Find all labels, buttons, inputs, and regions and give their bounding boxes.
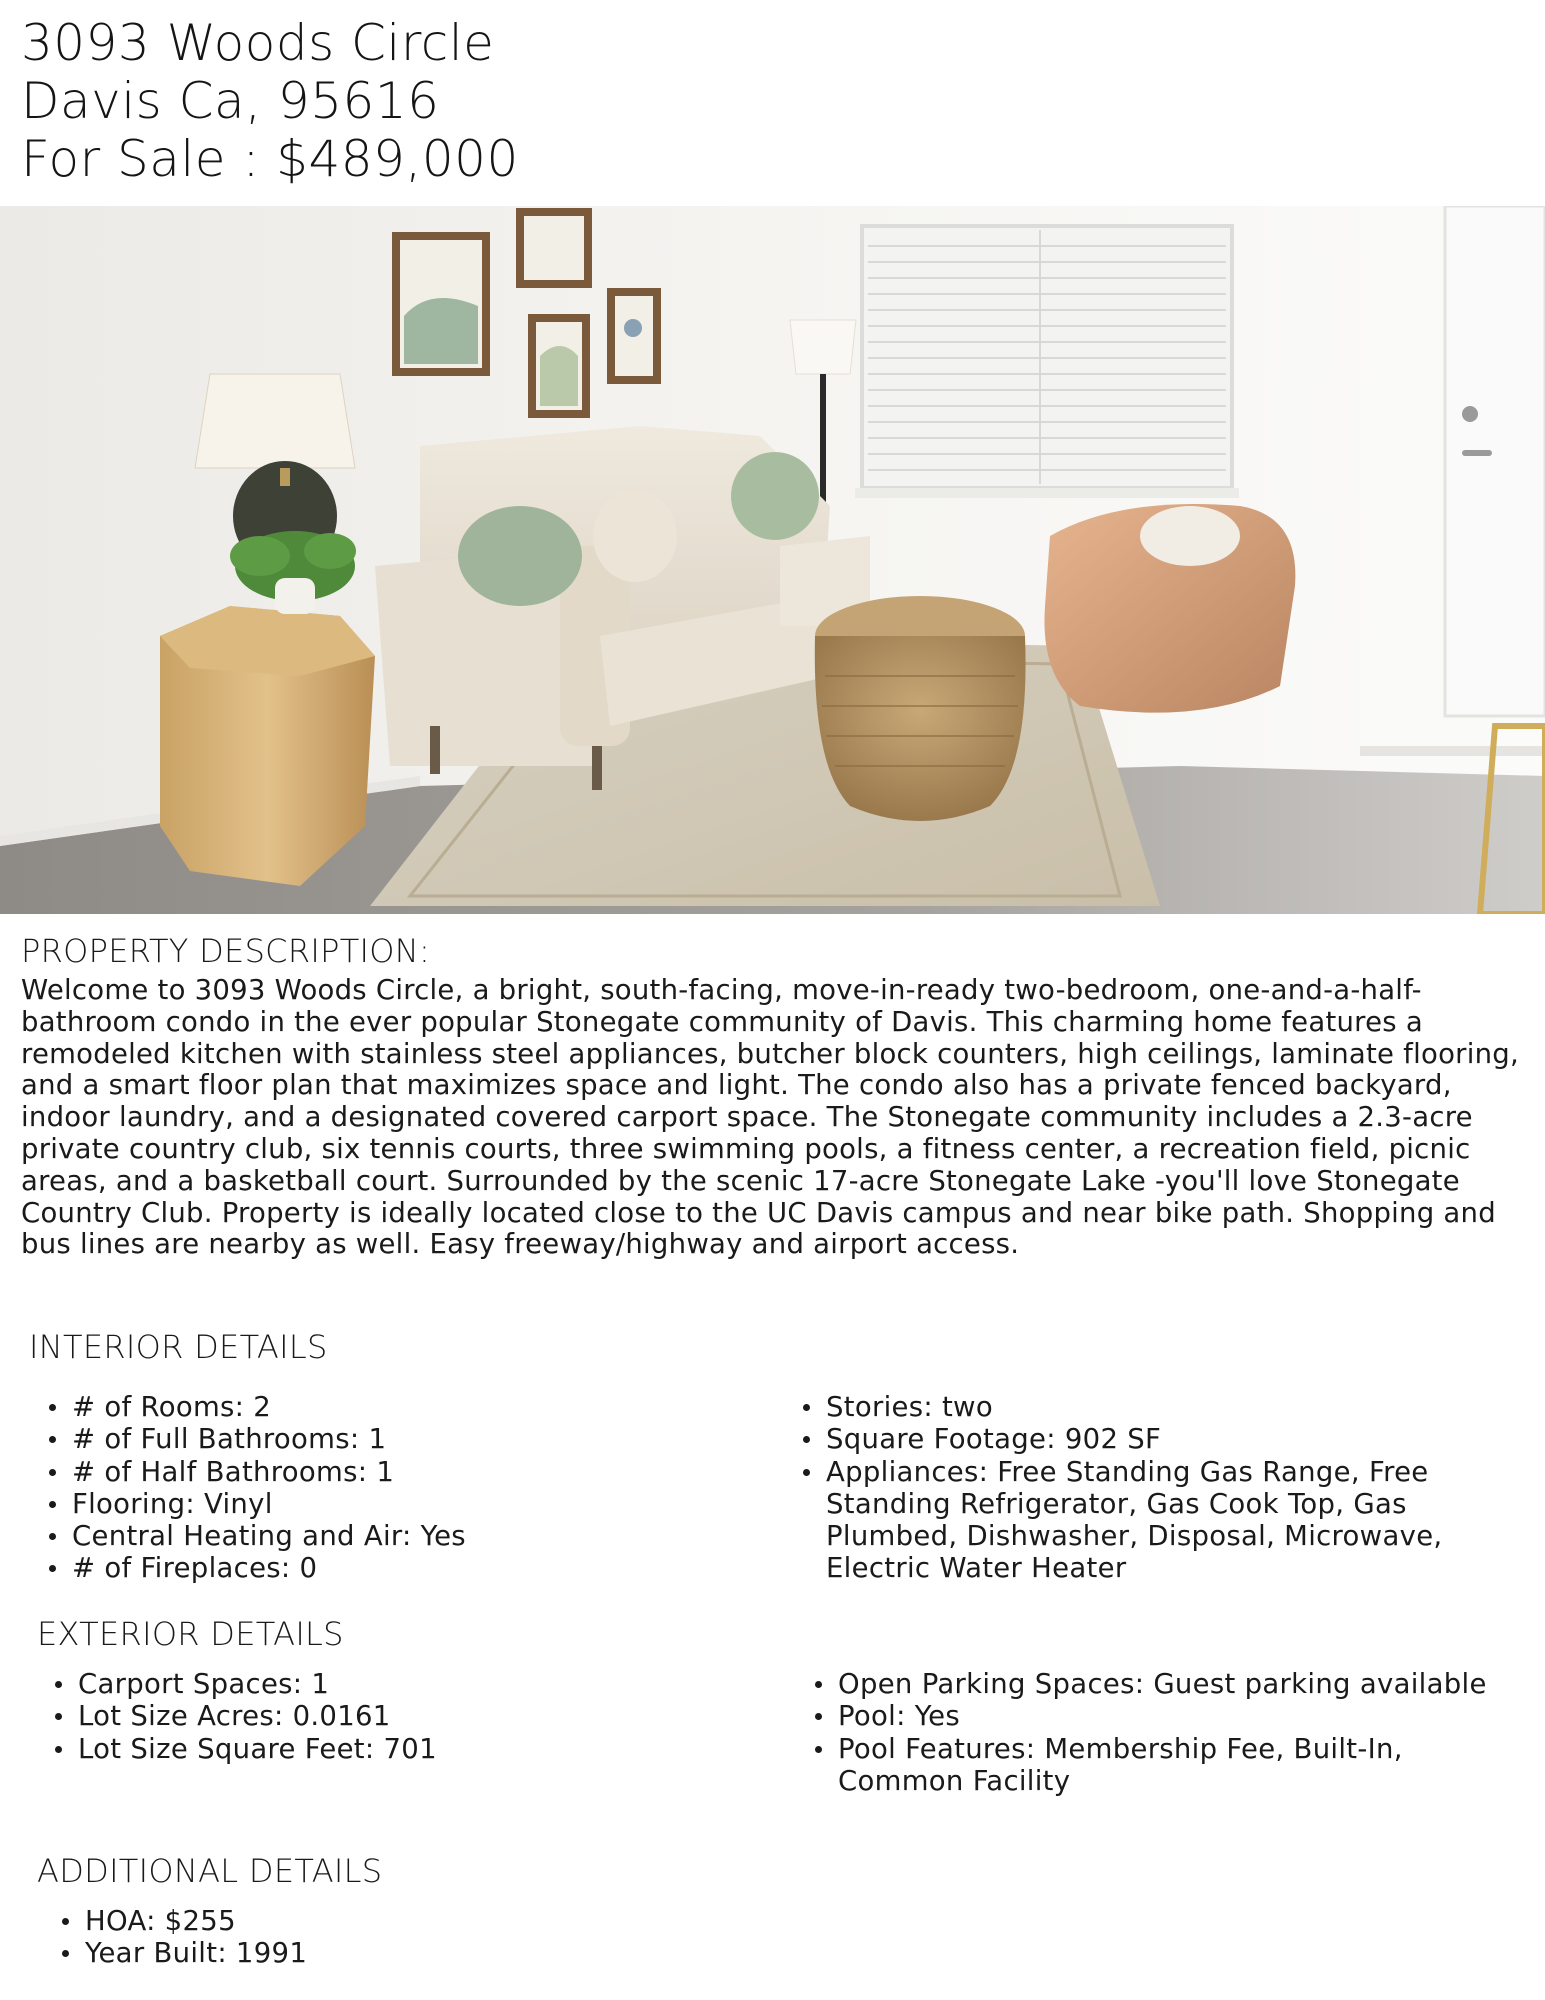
price-line: For Sale : $489,000 <box>21 130 519 188</box>
additional-details-title: ADDITIONAL DETAILS <box>37 1852 383 1890</box>
interior-details-right-list <box>799 1391 1529 1585</box>
property-description-text: Welcome to 3093 Woods Circle, a bright, south-facing, move-in-ready two-bedroom, one-and-a-half-bathroom condo in the ever popular Stonegate community of Davis. This charming home features a remodeled kitchen with stainless steel appliances, butcher block counters, high ceilings, laminate flooring, and a smart floor plan that maximizes space and light. The condo also has a private fenced backyard, indoor laundry, and a designated covered carport space. The Stonegate community includes a 2.3-acre private country club, six tennis courts, three swimming pools, a fitness center, a recreation field, picnic areas, and a basketball court. Surrounded by the scenic 17-acre Stonegate Lake -you'll love Stonegate Country Club. Property is ideally located close to the UC Davis campus and near bike path. Shopping and bus lines are nearby as well. Easy freeway/highway and airport access. <box>21 974 1519 1261</box>
list-item: Square Footage: 902 SF <box>799 1423 1529 1455</box>
list-item: # of Half Bathrooms: 1 <box>45 1456 765 1488</box>
exterior-details-right-list <box>811 1668 1501 1797</box>
exterior-details-title: EXTERIOR DETAILS <box>37 1615 344 1653</box>
list-item: # of Fireplaces: 0 <box>45 1552 765 1584</box>
list-item: Pool: Yes <box>811 1700 1501 1732</box>
list-item: # of Rooms: 2 <box>45 1391 765 1423</box>
list-item: Lot Size Acres: 0.0161 <box>51 1700 751 1732</box>
list-item: Pool Features: Membership Fee, Built-In, Common Facility <box>811 1733 1501 1798</box>
list-item: # of Full Bathrooms: 1 <box>45 1423 765 1455</box>
interior-details-left-list <box>45 1391 765 1585</box>
address-line: 3093 Woods Circle <box>21 14 495 72</box>
city-line: Davis Ca, 95616 <box>21 72 440 130</box>
living-room-photo <box>0 206 1545 914</box>
interior-details-title: INTERIOR DETAILS <box>29 1328 328 1366</box>
list-item: HOA: $255 <box>58 1905 658 1937</box>
exterior-details-left-list <box>51 1668 751 1765</box>
additional-details-list <box>58 1905 658 1970</box>
list-item: Stories: two <box>799 1391 1529 1423</box>
list-item: Open Parking Spaces: Guest parking available <box>811 1668 1501 1700</box>
list-item: Flooring: Vinyl <box>45 1488 765 1520</box>
listing-header <box>21 14 519 188</box>
list-item: Year Built: 1991 <box>58 1937 658 1969</box>
property-description-title: PROPERTY DESCRIPTION: <box>21 932 431 970</box>
list-item: Appliances: Free Standing Gas Range, Free Standing Refrigerator, Gas Cook Top, Gas Plumbed, Dishwasher, Disposal, Microwave, Electric Water Heater <box>799 1456 1529 1585</box>
list-item: Carport Spaces: 1 <box>51 1668 751 1700</box>
list-item: Lot Size Square Feet: 701 <box>51 1733 751 1765</box>
list-item: Central Heating and Air: Yes <box>45 1520 765 1552</box>
